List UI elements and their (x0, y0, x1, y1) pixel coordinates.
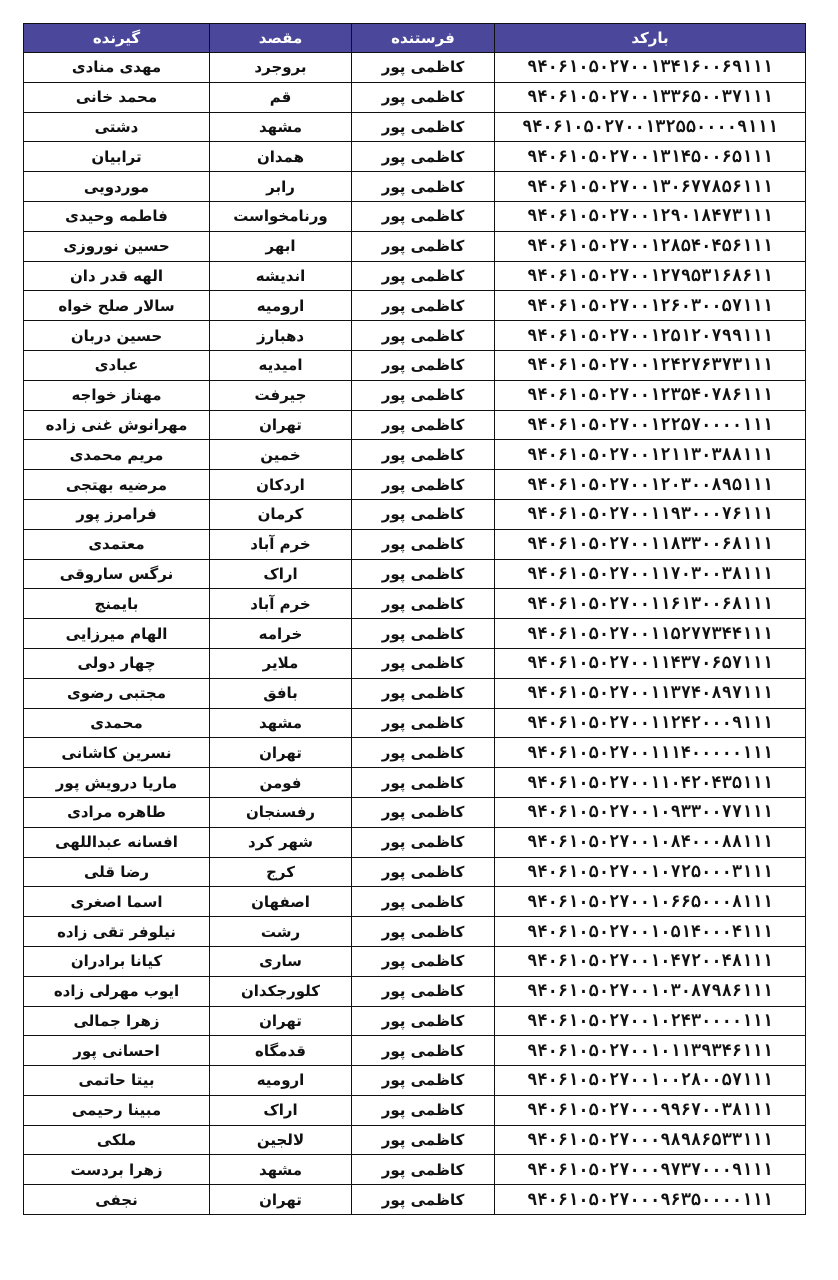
barcode-cell: ۹۴۰۶۱۰۵۰۲۷۰۰۱۱۰۴۲۰۴۳۵۱۱۱ (495, 768, 806, 798)
sender-cell: کاظمی پور (352, 708, 495, 738)
barcode-cell: ۹۴۰۶۱۰۵۰۲۷۰۰۱۲۹۰۱۸۴۷۳۱۱۱ (495, 201, 806, 231)
table-row (24, 917, 806, 947)
sender-cell: کاظمی پور (352, 53, 495, 83)
recipient-cell: مهدی منادی (24, 53, 210, 83)
table-row (24, 172, 806, 202)
sender-cell: کاظمی پور (352, 1155, 495, 1185)
destination-cell: امیدیه (210, 350, 352, 380)
destination-cell: قدمگاه (210, 1036, 352, 1066)
recipient-cell: معتمدی (24, 529, 210, 559)
header-recipient: گیرنده (24, 24, 210, 53)
recipient-cell: ایوب مهرلی زاده (24, 976, 210, 1006)
shipment-sheet (23, 23, 805, 1215)
recipient-cell: طاهره مرادی (24, 797, 210, 827)
sender-cell: کاظمی پور (352, 470, 495, 500)
sender-cell: کاظمی پور (352, 648, 495, 678)
barcode-cell: ۹۴۰۶۱۰۵۰۲۷۰۰۱۱۷۰۳۰۰۳۸۱۱۱ (495, 559, 806, 589)
barcode-cell: ۹۴۰۶۱۰۵۰۲۷۰۰۱۲۱۱۳۰۳۸۸۱۱۱ (495, 440, 806, 470)
destination-cell: همدان (210, 142, 352, 172)
sender-cell: کاظمی پور (352, 321, 495, 351)
table-row (24, 350, 806, 380)
sender-cell: کاظمی پور (352, 350, 495, 380)
destination-cell: مشهد (210, 708, 352, 738)
recipient-cell: نسرین کاشانی (24, 738, 210, 768)
destination-cell: کرمان (210, 499, 352, 529)
table-row (24, 529, 806, 559)
destination-cell: رشت (210, 917, 352, 947)
sender-cell: کاظمی پور (352, 380, 495, 410)
sender-cell: کاظمی پور (352, 1095, 495, 1125)
barcode-cell: ۹۴۰۶۱۰۵۰۲۷۰۰۱۲۷۹۵۳۱۶۸۶۱۱ (495, 261, 806, 291)
table-row (24, 82, 806, 112)
table-row (24, 648, 806, 678)
recipient-cell: موردویی (24, 172, 210, 202)
sender-cell: کاظمی پور (352, 768, 495, 798)
barcode-cell: ۹۴۰۶۱۰۵۰۲۷۰۰۱۳۲۵۵۰۰۰۰۹۱۱۱ (495, 112, 806, 142)
table-row (24, 797, 806, 827)
recipient-cell: احسانی پور (24, 1036, 210, 1066)
table-row (24, 499, 806, 529)
barcode-cell: ۹۴۰۶۱۰۵۰۲۷۰۰۱۱۵۲۷۷۳۴۴۱۱۱ (495, 619, 806, 649)
barcode-cell: ۹۴۰۶۱۰۵۰۲۷۰۰۱۱۶۱۳۰۰۶۸۱۱۱ (495, 589, 806, 619)
recipient-cell: محمد خانی (24, 82, 210, 112)
recipient-cell: اسما اصغری (24, 887, 210, 917)
table-body (24, 53, 806, 1215)
destination-cell: اصفهان (210, 887, 352, 917)
sender-cell: کاظمی پور (352, 291, 495, 321)
table-header (24, 24, 806, 53)
recipient-cell: بیتا حاتمی (24, 1066, 210, 1096)
table-row (24, 112, 806, 142)
barcode-cell: ۹۴۰۶۱۰۵۰۲۷۰۰۱۲۳۵۴۰۷۸۶۱۱۱ (495, 380, 806, 410)
destination-cell: اراک (210, 559, 352, 589)
recipient-cell: محمدی (24, 708, 210, 738)
recipient-cell: افسانه عبداللهی (24, 827, 210, 857)
destination-cell: اردکان (210, 470, 352, 500)
destination-cell: ملایر (210, 648, 352, 678)
sender-cell: کاظمی پور (352, 946, 495, 976)
table-row (24, 1155, 806, 1185)
table-row (24, 678, 806, 708)
table-row (24, 1185, 806, 1215)
sender-cell: کاظمی پور (352, 917, 495, 947)
table-row (24, 976, 806, 1006)
sender-cell: کاظمی پور (352, 1036, 495, 1066)
table-row (24, 827, 806, 857)
recipient-cell: مهرانوش غنی زاده (24, 410, 210, 440)
destination-cell: ساری (210, 946, 352, 976)
table-row (24, 768, 806, 798)
barcode-cell: ۹۴۰۶۱۰۵۰۲۷۰۰۱۳۰۶۷۷۸۵۶۱۱۱ (495, 172, 806, 202)
table-row (24, 708, 806, 738)
table-row (24, 887, 806, 917)
sender-cell: کاظمی پور (352, 172, 495, 202)
barcode-cell: ۹۴۰۶۱۰۵۰۲۷۰۰۱۱۱۴۰۰۰۰۰۱۱۱ (495, 738, 806, 768)
recipient-cell: عبادی (24, 350, 210, 380)
destination-cell: اندیشه (210, 261, 352, 291)
barcode-cell: ۹۴۰۶۱۰۵۰۲۷۰۰۰۹۷۳۷۰۰۰۹۱۱۱ (495, 1155, 806, 1185)
recipient-cell: مبینا رحیمی (24, 1095, 210, 1125)
destination-cell: خرم آباد (210, 589, 352, 619)
recipient-cell: مریم محمدی (24, 440, 210, 470)
recipient-cell: فاطمه وحیدی (24, 201, 210, 231)
barcode-cell: ۹۴۰۶۱۰۵۰۲۷۰۰۱۰۱۱۳۹۳۴۶۱۱۱ (495, 1036, 806, 1066)
sender-cell: کاظمی پور (352, 619, 495, 649)
table-row (24, 1036, 806, 1066)
table-row (24, 142, 806, 172)
sender-cell: کاظمی پور (352, 589, 495, 619)
destination-cell: ارومیه (210, 1066, 352, 1096)
destination-cell: تهران (210, 410, 352, 440)
sender-cell: کاظمی پور (352, 261, 495, 291)
recipient-cell: ملکی (24, 1125, 210, 1155)
table-row (24, 619, 806, 649)
destination-cell: کرج (210, 857, 352, 887)
recipient-cell: رضا قلی (24, 857, 210, 887)
table-row (24, 231, 806, 261)
recipient-cell: زهرا بردست (24, 1155, 210, 1185)
barcode-cell: ۹۴۰۶۱۰۵۰۲۷۰۰۱۲۴۲۷۶۳۷۳۱۱۱ (495, 350, 806, 380)
recipient-cell: فرامرز پور (24, 499, 210, 529)
recipient-cell: دشتی (24, 112, 210, 142)
destination-cell: رابر (210, 172, 352, 202)
barcode-cell: ۹۴۰۶۱۰۵۰۲۷۰۰۱۳۳۶۵۰۰۳۷۱۱۱ (495, 82, 806, 112)
recipient-cell: نیلوفر تقی زاده (24, 917, 210, 947)
barcode-cell: ۹۴۰۶۱۰۵۰۲۷۰۰۱۱۳۷۴۰۸۹۷۱۱۱ (495, 678, 806, 708)
barcode-cell: ۹۴۰۶۱۰۵۰۲۷۰۰۱۱۴۳۷۰۶۵۷۱۱۱ (495, 648, 806, 678)
destination-cell: جیرفت (210, 380, 352, 410)
table-row (24, 380, 806, 410)
barcode-cell: ۹۴۰۶۱۰۵۰۲۷۰۰۱۲۰۳۰۰۸۹۵۱۱۱ (495, 470, 806, 500)
sender-cell: کاظمی پور (352, 82, 495, 112)
barcode-cell: ۹۴۰۶۱۰۵۰۲۷۰۰۱۱۹۳۰۰۰۷۶۱۱۱ (495, 499, 806, 529)
recipient-cell: بایمنج (24, 589, 210, 619)
recipient-cell: مرضیه بهتجی (24, 470, 210, 500)
sender-cell: کاظمی پور (352, 559, 495, 589)
recipient-cell: مجتبی رضوی (24, 678, 210, 708)
recipient-cell: الهه قدر دان (24, 261, 210, 291)
sender-cell: کاظمی پور (352, 797, 495, 827)
barcode-cell: ۹۴۰۶۱۰۵۰۲۷۰۰۱۱۸۳۳۰۰۶۸۱۱۱ (495, 529, 806, 559)
shipment-table (23, 23, 806, 1215)
sender-cell: کاظمی پور (352, 499, 495, 529)
header-barcode: بارکد (495, 24, 806, 53)
recipient-cell: نجفی (24, 1185, 210, 1215)
recipient-cell: کیانا برادران (24, 946, 210, 976)
destination-cell: ابهر (210, 231, 352, 261)
destination-cell: شهر کرد (210, 827, 352, 857)
table-row (24, 470, 806, 500)
barcode-cell: ۹۴۰۶۱۰۵۰۲۷۰۰۱۰۳۰۸۷۹۸۶۱۱۱ (495, 976, 806, 1006)
sender-cell: کاظمی پور (352, 201, 495, 231)
recipient-cell: نرگس ساروقی (24, 559, 210, 589)
sender-cell: کاظمی پور (352, 440, 495, 470)
destination-cell: خرم آباد (210, 529, 352, 559)
barcode-cell: ۹۴۰۶۱۰۵۰۲۷۰۰۱۰۶۶۵۰۰۰۸۱۱۱ (495, 887, 806, 917)
recipient-cell: مهناز خواجه (24, 380, 210, 410)
table-row (24, 738, 806, 768)
table-row (24, 1095, 806, 1125)
barcode-cell: ۹۴۰۶۱۰۵۰۲۷۰۰۱۲۸۵۴۰۴۵۶۱۱۱ (495, 231, 806, 261)
recipient-cell: حسین دربان (24, 321, 210, 351)
barcode-cell: ۹۴۰۶۱۰۵۰۲۷۰۰۱۳۱۴۵۰۰۶۵۱۱۱ (495, 142, 806, 172)
barcode-cell: ۹۴۰۶۱۰۵۰۲۷۰۰۰۹۶۳۵۰۰۰۰۱۱۱ (495, 1185, 806, 1215)
destination-cell: بافق (210, 678, 352, 708)
recipient-cell: ترابیان (24, 142, 210, 172)
recipient-cell: ماریا درویش پور (24, 768, 210, 798)
sender-cell: کاظمی پور (352, 678, 495, 708)
barcode-cell: ۹۴۰۶۱۰۵۰۲۷۰۰۱۲۶۰۳۰۰۵۷۱۱۱ (495, 291, 806, 321)
recipient-cell: حسین نوروزی (24, 231, 210, 261)
barcode-cell: ۹۴۰۶۱۰۵۰۲۷۰۰۱۰۹۳۳۰۰۷۷۱۱۱ (495, 797, 806, 827)
header-sender: فرستنده (352, 24, 495, 53)
destination-cell: اراک (210, 1095, 352, 1125)
table-row (24, 589, 806, 619)
table-row (24, 321, 806, 351)
sender-cell: کاظمی پور (352, 1125, 495, 1155)
table-row (24, 410, 806, 440)
destination-cell: ورنامخواست (210, 201, 352, 231)
destination-cell: تهران (210, 1006, 352, 1036)
destination-cell: تهران (210, 1185, 352, 1215)
destination-cell: خمین (210, 440, 352, 470)
sender-cell: کاظمی پور (352, 1006, 495, 1036)
barcode-cell: ۹۴۰۶۱۰۵۰۲۷۰۰۱۰۰۲۸۰۰۵۷۱۱۱ (495, 1066, 806, 1096)
destination-cell: قم (210, 82, 352, 112)
table-row (24, 201, 806, 231)
barcode-cell: ۹۴۰۶۱۰۵۰۲۷۰۰۰۹۸۹۸۶۵۳۳۱۱۱ (495, 1125, 806, 1155)
barcode-cell: ۹۴۰۶۱۰۵۰۲۷۰۰۱۰۴۷۲۰۰۴۸۱۱۱ (495, 946, 806, 976)
barcode-cell: ۹۴۰۶۱۰۵۰۲۷۰۰۱۱۲۴۲۰۰۰۹۱۱۱ (495, 708, 806, 738)
sender-cell: کاظمی پور (352, 1066, 495, 1096)
header-row (24, 24, 806, 53)
sender-cell: کاظمی پور (352, 231, 495, 261)
destination-cell: خرامه (210, 619, 352, 649)
destination-cell: لالجین (210, 1125, 352, 1155)
recipient-cell: الهام میرزایی (24, 619, 210, 649)
sender-cell: کاظمی پور (352, 529, 495, 559)
recipient-cell: چهار دولی (24, 648, 210, 678)
sender-cell: کاظمی پور (352, 887, 495, 917)
header-destination: مقصد (210, 24, 352, 53)
table-row (24, 1006, 806, 1036)
table-row (24, 53, 806, 83)
table-row (24, 559, 806, 589)
sender-cell: کاظمی پور (352, 827, 495, 857)
recipient-cell: زهرا جمالی (24, 1006, 210, 1036)
barcode-cell: ۹۴۰۶۱۰۵۰۲۷۰۰۱۰۲۴۳۰۰۰۰۱۱۱ (495, 1006, 806, 1036)
barcode-cell: ۹۴۰۶۱۰۵۰۲۷۰۰۱۳۴۱۶۰۰۶۹۱۱۱ (495, 53, 806, 83)
destination-cell: مشهد (210, 112, 352, 142)
sender-cell: کاظمی پور (352, 142, 495, 172)
table-row (24, 1066, 806, 1096)
destination-cell: کلورجکدان (210, 976, 352, 1006)
table-row (24, 440, 806, 470)
table-row (24, 261, 806, 291)
destination-cell: تهران (210, 738, 352, 768)
barcode-cell: ۹۴۰۶۱۰۵۰۲۷۰۰۱۰۸۴۰۰۰۸۸۱۱۱ (495, 827, 806, 857)
table-row (24, 946, 806, 976)
barcode-cell: ۹۴۰۶۱۰۵۰۲۷۰۰۱۲۲۵۷۰۰۰۰۱۱۱ (495, 410, 806, 440)
table-row (24, 1125, 806, 1155)
destination-cell: ارومیه (210, 291, 352, 321)
sender-cell: کاظمی پور (352, 738, 495, 768)
destination-cell: مشهد (210, 1155, 352, 1185)
barcode-cell: ۹۴۰۶۱۰۵۰۲۷۰۰۱۰۵۱۴۰۰۰۴۱۱۱ (495, 917, 806, 947)
sender-cell: کاظمی پور (352, 976, 495, 1006)
destination-cell: رفسنجان (210, 797, 352, 827)
sender-cell: کاظمی پور (352, 857, 495, 887)
barcode-cell: ۹۴۰۶۱۰۵۰۲۷۰۰۱۲۵۱۲۰۷۹۹۱۱۱ (495, 321, 806, 351)
destination-cell: فومن (210, 768, 352, 798)
sender-cell: کاظمی پور (352, 1185, 495, 1215)
barcode-cell: ۹۴۰۶۱۰۵۰۲۷۰۰۱۰۷۲۵۰۰۰۳۱۱۱ (495, 857, 806, 887)
table-row (24, 857, 806, 887)
table-row (24, 291, 806, 321)
recipient-cell: سالار صلح خواه (24, 291, 210, 321)
destination-cell: دهبارز (210, 321, 352, 351)
sender-cell: کاظمی پور (352, 410, 495, 440)
barcode-cell: ۹۴۰۶۱۰۵۰۲۷۰۰۰۹۹۶۷۰۰۳۸۱۱۱ (495, 1095, 806, 1125)
sender-cell: کاظمی پور (352, 112, 495, 142)
destination-cell: بروجرد (210, 53, 352, 83)
